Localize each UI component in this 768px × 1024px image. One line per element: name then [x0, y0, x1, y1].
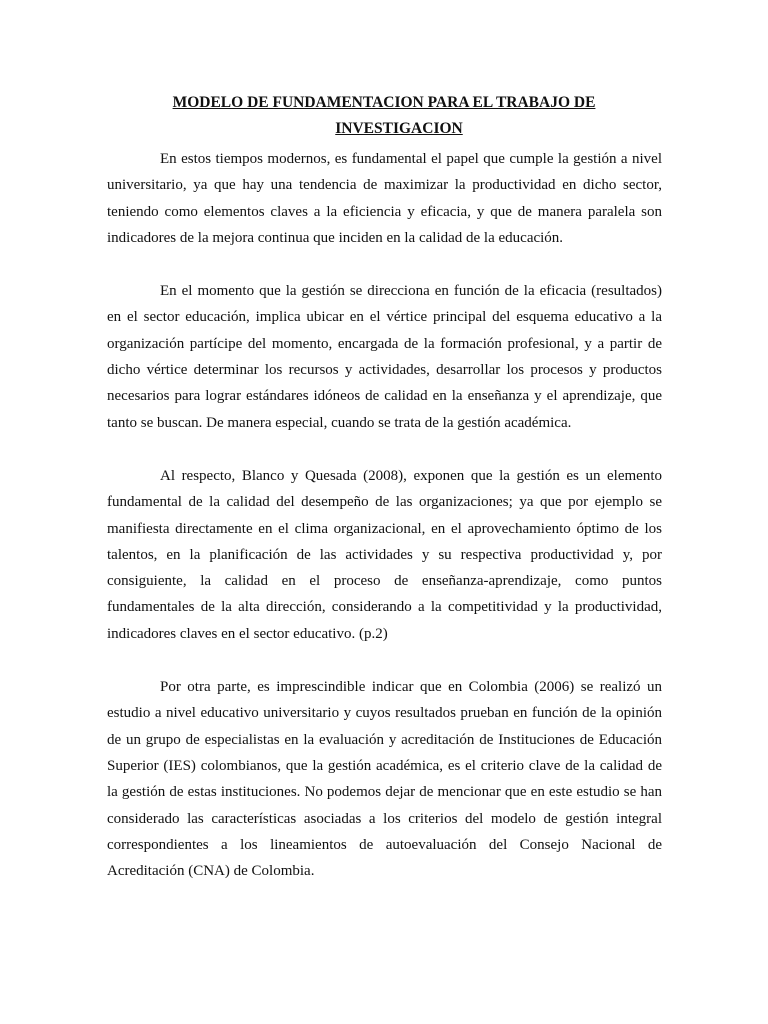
paragraph-4: Por otra parte, es imprescindible indicar que en Colombia (2006) se realizó un estudio a nivel educativo universitario y cuyos resultados prueban en función de la opinión de un grupo de especialistas en la evaluación y acreditación de Instituciones de Educación Superior (IES) colombianos, que la gestión académica, es el criterio clave de la calidad de la gestión de estas instituciones. No podemos dejar de mencionar que en este estudio se han considerado las características asociadas a los criterios del modelo de gestión integral correspondientes a los lineamientos de autoevaluación del Consejo Nacional de Acreditación (CNA) de Colombia. [107, 679, 662, 880]
title-line-1: MODELO DE FUNDAMENTACION PARA EL TRABAJO DE [172, 94, 596, 111]
paragraph-3: Al respecto, Blanco y Quesada (2008), exponen que la gestión es un elemento fundamental de la calidad del desempeño de las organizaciones; ya que por ejemplo se manifiesta directamente en el clima organizacional, en el aprovechamiento óptimo de los talentos, en la planificación de las actividades y su respectiva productividad y, por consiguiente, la calidad en el proceso de enseñanza-aprendizaje, como puntos fundamentales de la alta dirección, considerando a la competitividad y la productividad, indicadores claves en el sector educativo. (p.2) [107, 467, 662, 642]
document-body [107, 146, 662, 911]
paragraph-2: En el momento que la gestión se direcciona en función de la eficacia (resultados) en el sector educación, implica ubicar en el vértice principal del esquema educativo a la organización partícipe del momento, encargada de la formación profesional, y a partir de dicho vértice determinar los recursos y actividades, desarrollar los procesos y productos necesarios para lograr estándares idóneos de calidad en la enseñanza y el aprendizaje, que tanto se buscan. De manera especial, cuando se trata de la gestión académica. [107, 283, 662, 431]
paragraph-1: En estos tiempos modernos, es fundamental el papel que cumple la gestión a nivel universitario, ya que hay una tendencia de maximizar la productividad en dicho sector, teniendo como elementos claves a la eficiencia y eficacia, y que de manera paralela son indicadores de la mejora continua que inciden en la calidad de la educación. [107, 151, 662, 246]
document-title [100, 90, 668, 142]
title-line-2: INVESTIGACION [335, 120, 463, 137]
